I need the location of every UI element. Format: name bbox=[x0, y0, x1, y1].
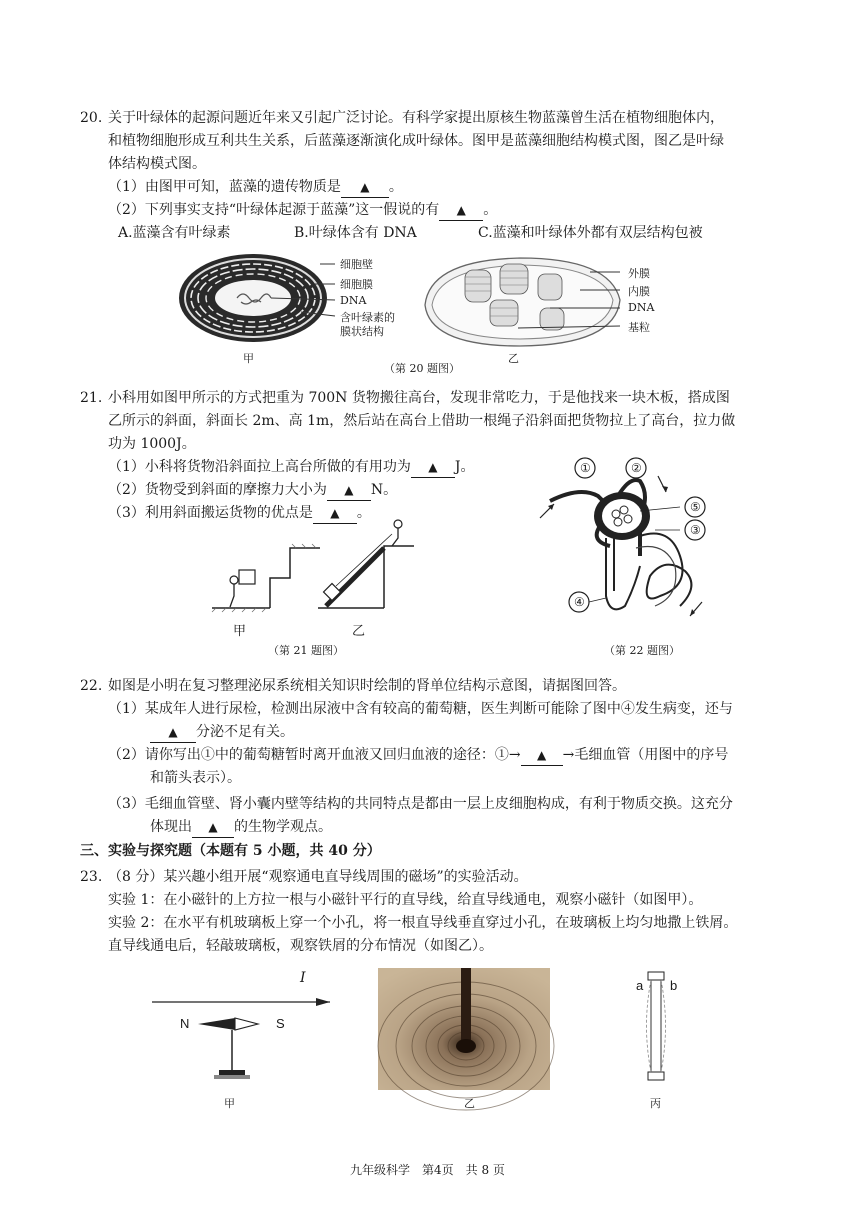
label-outer-membrane: 外膜 bbox=[628, 267, 650, 280]
label-dna: DNA bbox=[340, 294, 367, 307]
q20-option-b: B.叶绿体含有 DNA bbox=[294, 225, 417, 241]
south-pole-label: S bbox=[276, 1016, 285, 1031]
q22-sub3-line2: 体现出 ▲ 的生物学观点。 bbox=[150, 817, 332, 838]
q21-sub2: （2）货物受到斜面的摩擦力大小为 ▲ N。 bbox=[108, 480, 397, 501]
fig21-label-jia: 甲 bbox=[233, 624, 247, 639]
wire-label-b: b bbox=[670, 978, 678, 993]
fig23-label-jia: 甲 bbox=[224, 1097, 235, 1110]
section-title: 三、实验与探究题（本题有 5 小题，共 40 分） bbox=[80, 843, 381, 859]
label-granum: 基粒 bbox=[628, 321, 650, 334]
q22-stem: 如图是小明在复习整理泌尿系统相关知识时绘制的肾单位结构示意图，请据图回答。 bbox=[108, 678, 626, 694]
wire-compass-diagram bbox=[150, 990, 340, 1085]
fig23-label-bing: 丙 bbox=[650, 1097, 661, 1110]
q21-sub1: （1）小科将货物沿斜面拉上高台所做的有用功为 ▲ J。 bbox=[108, 457, 475, 478]
label-cell-wall: 细胞壁 bbox=[340, 258, 373, 271]
inclined-plane-diagram bbox=[318, 518, 418, 616]
answer-blank[interactable]: ▲ bbox=[341, 177, 389, 198]
label-inner-membrane: 内膜 bbox=[628, 285, 650, 298]
q21-sub3: （3）利用斜面搬运货物的优点是 ▲ 。 bbox=[108, 503, 371, 524]
north-pole-label: N bbox=[180, 1016, 190, 1031]
q22-number: 22. bbox=[80, 678, 103, 694]
q20-option-c: C.蓝藻和叶绿体外都有双层结构包被 bbox=[478, 225, 703, 241]
q20-number: 20. bbox=[80, 110, 103, 126]
answer-blank[interactable]: ▲ bbox=[327, 480, 371, 501]
label-dna: DNA bbox=[628, 301, 655, 314]
fig21-label-yi: 乙 bbox=[352, 624, 366, 639]
q21-stem-line2: 乙所示的斜面，斜面长 2m、高 1m，然后站在高台上借助一根绳子沿斜面把货物拉上了高台，拉力做 bbox=[108, 413, 736, 429]
answer-blank[interactable]: ▲ bbox=[411, 457, 455, 478]
q21-stem-line1: 小科用如图甲所示的方式把重为 700N 货物搬往高台，发现非常吃力，于是他找来一块木板，搭成图 bbox=[108, 390, 730, 406]
q22-sub1-line2: ▲ 分泌不足有关。 bbox=[150, 722, 294, 743]
fig20-caption: （第 20 题图） bbox=[384, 362, 460, 375]
q23-experiment1: 实验 1：在小磁针的上方拉一根与小磁针平行的直导线，给直导线通电，观察小磁针（如图甲）。 bbox=[108, 892, 703, 908]
answer-blank[interactable]: ▲ bbox=[313, 503, 357, 524]
fig20-label-yi: 乙 bbox=[508, 352, 519, 365]
answer-blank[interactable]: ▲ bbox=[521, 745, 563, 766]
fig23-label-yi: 乙 bbox=[464, 1097, 475, 1110]
q20-option-a: A.蓝藻含有叶绿素 bbox=[118, 225, 231, 241]
fig20-label-jia: 甲 bbox=[243, 352, 254, 365]
q21-number: 21. bbox=[80, 390, 103, 406]
nephron-label-1: ① bbox=[580, 461, 591, 475]
current-label: I bbox=[300, 970, 306, 986]
nephron-label-3: ③ bbox=[690, 523, 701, 537]
page-footer: 九年级科学 第4页 共 8 页 bbox=[350, 1163, 505, 1177]
q23-experiment2-line2: 直导线通电后，轻敲玻璃板，观察铁屑的分布情况（如图乙）。 bbox=[108, 938, 493, 954]
q22-sub1-line1: （1）某成年人进行尿检，检测出尿液中含有较高的葡萄糖，医生判断可能除了图中④发生病变，还与 bbox=[108, 701, 733, 717]
q22-sub2-line2: 和箭头表示）。 bbox=[150, 770, 241, 786]
q20-stem-line2: 和植物细胞形成互利共生关系，后蓝藻逐渐演化成叶绿体。图甲是蓝藻细胞结构模式图，图乙是叶绿 bbox=[108, 133, 724, 149]
answer-blank[interactable]: ▲ bbox=[150, 722, 196, 743]
answer-blank[interactable]: ▲ bbox=[439, 200, 483, 221]
fig22-caption: （第 22 题图） bbox=[604, 644, 680, 657]
label-chlorophyll-membrane-1: 含叶绿素的 bbox=[340, 311, 395, 324]
nephron-diagram bbox=[540, 456, 730, 634]
fig21-caption: （第 21 题图） bbox=[268, 644, 344, 657]
chloroplast-diagram bbox=[420, 250, 630, 350]
q23-stem: （8 分）某兴趣小组开展“观察通电直导线周围的磁场”的实验活动。 bbox=[108, 869, 528, 885]
wire-label-a: a bbox=[636, 978, 644, 993]
label-cell-membrane: 细胞膜 bbox=[340, 278, 373, 291]
q22-sub3-line1: （3）毛细血管壁、肾小囊内壁等结构的共同特点是都由一层上皮细胞构成，有利于物质交换。这充分 bbox=[108, 796, 733, 812]
q22-sub2-line1: （2）请你写出①中的葡萄糖暂时离开血液又回归血液的途径：①→ ▲ →毛细血管（用图中的序号 bbox=[108, 745, 728, 766]
q23-experiment2-line1: 实验 2：在水平有机玻璃板上穿一个小孔，将一根直导线垂直穿过小孔，在玻璃板上均匀地撒上铁屑。 bbox=[108, 915, 738, 931]
nephron-label-5: ⑤ bbox=[690, 500, 701, 514]
iron-filings-photo bbox=[378, 968, 550, 1090]
q23-number: 23. bbox=[80, 869, 103, 885]
q20-sub2: （2）下列事实支持“叶绿体起源于蓝藻”这一假说的有 ▲ 。 bbox=[108, 200, 497, 221]
q20-stem-line1: 关于叶绿体的起源问题近年来又引起广泛讨论。有科学家提出原核生物蓝藻曾生活在植物细胞体内， bbox=[108, 110, 724, 126]
nephron-label-4: ④ bbox=[574, 595, 585, 609]
carry-stairs-diagram bbox=[212, 540, 322, 615]
nephron-label-2: ② bbox=[631, 461, 642, 475]
q21-stem-line3: 功为 1000J。 bbox=[108, 436, 196, 452]
q20-stem-line3: 体结构模式图。 bbox=[108, 156, 206, 172]
cyanobacteria-diagram bbox=[175, 250, 435, 355]
label-chlorophyll-membrane-2: 膜状结构 bbox=[340, 325, 384, 338]
q20-sub1: （1）由图甲可知，蓝藻的遗传物质是 ▲ 。 bbox=[108, 177, 403, 198]
answer-blank[interactable]: ▲ bbox=[192, 817, 234, 838]
